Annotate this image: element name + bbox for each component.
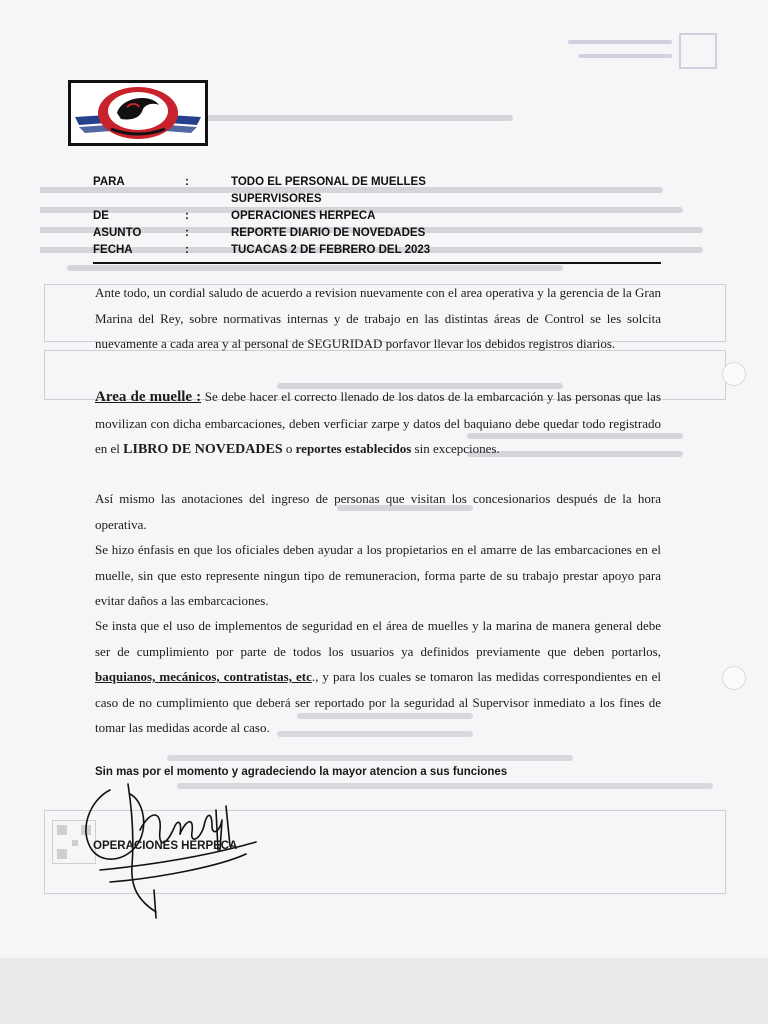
header-value: TUCACAS 2 DE FEBRERO DEL 2023 [231,244,431,256]
asi-mismo-text: Así mismo las anotaciones del ingreso de personas que visitan los concesionarios después de la hora operativa. [95,491,661,532]
signature-name: OPERACIONES HERPECA [93,840,238,852]
header-label: FECHA [93,244,133,256]
area-muelle-title: Area de muelle : [95,389,202,405]
area-text: Se debe hacer el correcto llenado de los datos de la embarcación y las personas que las movilizan con dicha embarcaciones, deben verficiar zarpe y datos del baquiano debe quedar todo registrado en el [95,389,661,456]
insta-paragraph [95,613,661,741]
enfasis-text: Se hizo énfasis en que los oficiales deben ayudar a los propietarios en el amarre de las embarcaciones en el muelle, sin que esto represente ningun tipo de remuneracion, forma parte de su trabajo prestar apoyo para evitar daños a las embarcaciones. [95,542,661,608]
area-text: o [282,441,296,456]
company-logo [68,80,208,146]
personnel-list: baquianos, mecánicos, contratistas, etc [95,669,312,684]
header-label: ASUNTO [93,227,142,239]
area-muelle-paragraph [95,384,661,463]
header-row-de [93,208,653,225]
insta-text: Se insta que el uso de implementos de seguridad en el área de muelles y la marina de manera general debe ser de cumplimiento por parte de todos los usuarios ya definidos previamente que deben portarlos, [95,618,661,659]
memo-header [93,174,653,259]
reportes-establecidos: reportes establecidos [295,441,412,456]
insta-text: ., y para los cuales se tomaron las medidas correspondientes en el caso de no cumplimiento que deberá ser reportado por la seguridad al Supervisor inmediato a los fines de tomar las medidas acorde al caso. [95,669,661,735]
scanner-background [0,958,768,1024]
header-value: REPORTE DIARIO DE NOVEDADES [231,227,426,239]
header-colon: : [185,227,189,239]
header-label: DE [93,210,109,222]
header-colon: : [185,244,189,256]
header-row-fecha [93,242,653,259]
header-row-para [93,174,653,191]
closing-line: Sin mas por el momento y agradeciendo la mayor atencion a sus funciones [95,766,508,778]
bleed-through-gov-logo [560,30,730,74]
header-row-asunto [93,225,653,242]
intro-text: Ante todo, un cordial saludo de acuerdo a revision nuevamente con el area operativa y la gerencia de la Gran Marina del Rey, sobre normativas internas y de trabajo en las distintas áreas de Control se les solcita nuevamente a cada area y al personal de SEGURIDAD porfavor llevar los debidos registros diarios. [95,285,661,351]
header-divider [93,262,661,264]
punch-hole [722,362,746,386]
header-row-para-2 [93,191,653,208]
header-colon: : [185,176,189,188]
asi-mismo-paragraph [95,486,661,537]
header-colon: : [185,210,189,222]
enfasis-paragraph [95,537,661,614]
header-value: OPERACIONES HERPECA [231,210,376,222]
header-value: SUPERVISORES [231,193,322,205]
header-label: PARA [93,176,125,188]
header-value: TODO EL PERSONAL DE MUELLES [231,176,426,188]
libro-novedades: LIBRO DE NOVEDADES [123,442,283,457]
punch-hole [722,666,746,690]
intro-paragraph [95,280,661,357]
area-text: sin excepciones. [411,441,500,456]
